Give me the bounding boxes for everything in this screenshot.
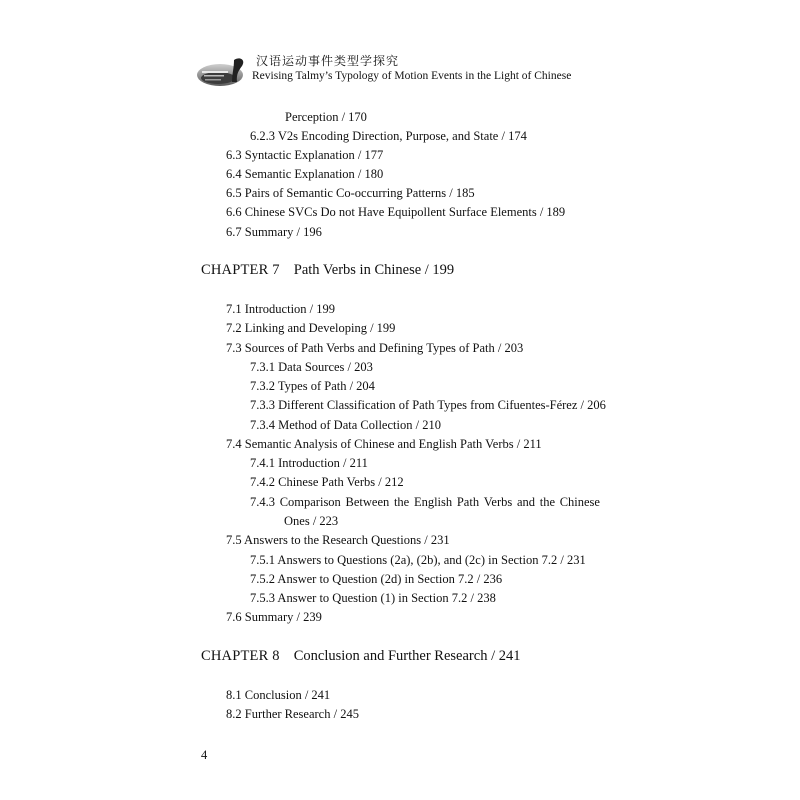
toc-entry: 7.4.1 Introduction / 211 <box>250 456 368 470</box>
toc-word: Path <box>456 495 480 509</box>
toc-entry: 7.5.3 Answer to Question (1) in Section 7.2 / 238 <box>250 591 496 605</box>
header-title-chinese: 汉语运动事件类型学探究 <box>256 54 400 68</box>
header-title-english: Revising Talmy’s Typology of Motion Events in the Light of Chinese <box>252 70 572 82</box>
toc-entry: 6.6 Chinese SVCs Do not Have Equipollent Surface Elements / 189 <box>226 205 566 219</box>
toc-entry: 6.2.3 V2s Encoding Direction, Purpose, and State / 174 <box>250 129 527 143</box>
toc-entry: 7.6 Summary / 239 <box>226 610 322 624</box>
toc-entry: 6.5 Pairs of Semantic Co-occurring Patterns / 185 <box>226 186 475 200</box>
chapter-title: Path Verbs in Chinese / 199 <box>293 262 455 278</box>
toc-entry: 6.7 Summary / 196 <box>226 225 322 239</box>
toc-entry-justified <box>250 495 600 510</box>
toc-word: Comparison <box>279 495 341 509</box>
toc-entry: 7.1 Introduction / 199 <box>226 302 336 316</box>
toc-entry: 7.5.2 Answer to Question (2d) in Section 7.2 / 236 <box>250 572 503 586</box>
toc-entry: 7.3.2 Types of Path / 204 <box>250 379 375 393</box>
toc-entry: 7.3.3 Different Classification of Path Types from Cifuentes-Férez / 206 <box>250 398 606 412</box>
series-logo-icon <box>196 54 248 88</box>
chapter-label: CHAPTER 8 <box>201 648 280 664</box>
toc-word: the <box>539 495 555 509</box>
toc-word: and <box>516 495 536 509</box>
page-number: 4 <box>201 748 208 762</box>
toc-word: the <box>393 495 410 509</box>
toc-entry: 7.3.1 Data Sources / 203 <box>250 360 373 374</box>
toc-entry: 6.3 Syntactic Explanation / 177 <box>226 148 384 162</box>
chapter-8-heading <box>201 648 520 665</box>
toc-word: Between <box>345 495 390 509</box>
toc-entry: 7.5 Answers to the Research Questions / 231 <box>226 533 450 547</box>
chapter-7-heading <box>201 262 454 279</box>
toc-entry: 7.4 Semantic Analysis of Chinese and English Path Verbs / 211 <box>226 437 542 451</box>
toc-entry: 7.4.2 Chinese Path Verbs / 212 <box>250 475 404 489</box>
toc-entry: 8.1 Conclusion / 241 <box>226 688 331 702</box>
toc-entry: 6.4 Semantic Explanation / 180 <box>226 167 384 181</box>
chapter-label: CHAPTER 7 <box>201 262 280 278</box>
toc-entry: 8.2 Further Research / 245 <box>226 707 359 721</box>
running-header <box>196 52 616 88</box>
toc-entry: 7.3.4 Method of Data Collection / 210 <box>250 418 441 432</box>
toc-entry: Perception / 170 <box>285 110 367 124</box>
toc-word: 7.4.3 <box>250 495 275 509</box>
toc-word: English <box>413 495 453 509</box>
toc-entry: 7.5.1 Answers to Questions (2a), (2b), and (2c) in Section 7.2 / 231 <box>250 553 586 567</box>
chapter-title: Conclusion and Further Research / 241 <box>293 648 521 664</box>
toc-word: Verbs <box>483 495 513 509</box>
toc-entry: 7.2 Linking and Developing / 199 <box>226 321 396 335</box>
toc-entry: 7.3 Sources of Path Verbs and Defining Types of Path / 203 <box>226 341 524 355</box>
toc-word: Chinese <box>559 495 600 509</box>
toc-entry-continuation: Ones / 223 <box>284 514 339 528</box>
